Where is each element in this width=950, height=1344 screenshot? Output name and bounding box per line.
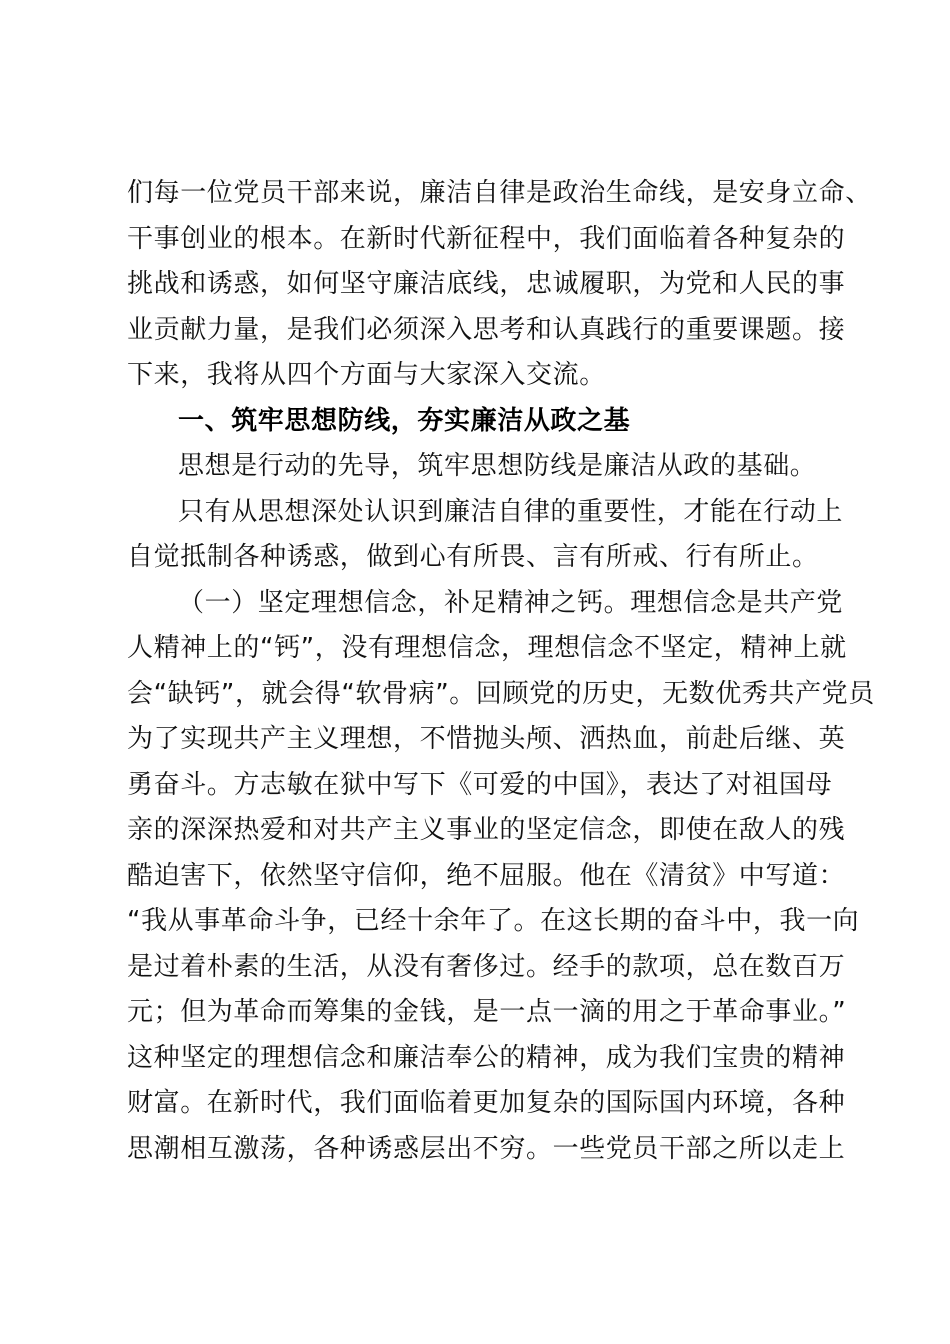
body-text-line: 思想是行动的先导，筑牢思想防线是廉洁从政的基础。 [178, 451, 817, 481]
body-text-line: 业贡献力量，是我们必须深入思考和认真践行的重要课题。接 [127, 315, 846, 345]
subsection-line: （一）坚定理想信念，补足精神之钙。理想信念是共产党 [178, 588, 844, 618]
body-text-line: 酷迫害下，依然坚守信仰，绝不屈服。他在《清贫》中写道： [127, 861, 846, 891]
body-text-line: 自觉抵制各种诱惑，做到心有所畏、言有所戒、行有所止。 [127, 542, 819, 572]
body-text-line: 干事创业的根本。在新时代新征程中，我们面临着各种复杂的 [127, 224, 846, 254]
body-text-line: 为了实现共产主义理想，不惜抛头颅、洒热血，前赴后继、英 [127, 724, 846, 754]
body-text-line: 思潮相互激荡，各种诱惑层出不穷。一些党员干部之所以走上 [127, 1134, 846, 1164]
body-text-line: 财富。在新时代，我们面临着更加复杂的国际国内环境，各种 [127, 1088, 846, 1118]
body-text-line: 人精神上的“钙”，没有理想信念，理想信念不坚定，精神上就 [127, 633, 847, 663]
body-text-line: 勇奋斗。方志敏在狱中写下《可爱的中国》，表达了对祖国母 [127, 770, 833, 800]
body-text-line: “我从事革命斗争，已经十余年了。在这长期的奋斗中，我一向 [127, 906, 860, 936]
body-text-line: 只有从思想深处认识到廉洁自律的重要性，才能在行动上 [178, 497, 844, 527]
body-text-line: 亲的深深热爱和对共产主义事业的坚定信念，即使在敌人的残 [127, 815, 846, 845]
section-heading: 一、筑牢思想防线，夯实廉洁从政之基 [178, 406, 631, 436]
body-text-line: 挑战和诱惑，如何坚守廉洁底线，忠诚履职，为党和人民的事 [127, 269, 846, 299]
body-text-line: 元；但为革命而筹集的金钱，是一点一滴的用之于革命事业。” [127, 997, 847, 1027]
body-text-line: 下来，我将从四个方面与大家深入交流。 [127, 360, 606, 390]
body-text-line: 们每一位党员干部来说，廉洁自律是政治生命线，是安身立命、 [127, 178, 872, 208]
body-text-line: 是过着朴素的生活，从没有奢侈过。经手的款项，总在数百万 [127, 952, 846, 982]
body-text-line: 这种坚定的理想信念和廉洁奉公的精神，成为我们宝贵的精神 [127, 1043, 846, 1073]
body-text-line: 会“缺钙”，就会得“软骨病”。回顾党的历史，无数优秀共产党员 [127, 679, 875, 709]
